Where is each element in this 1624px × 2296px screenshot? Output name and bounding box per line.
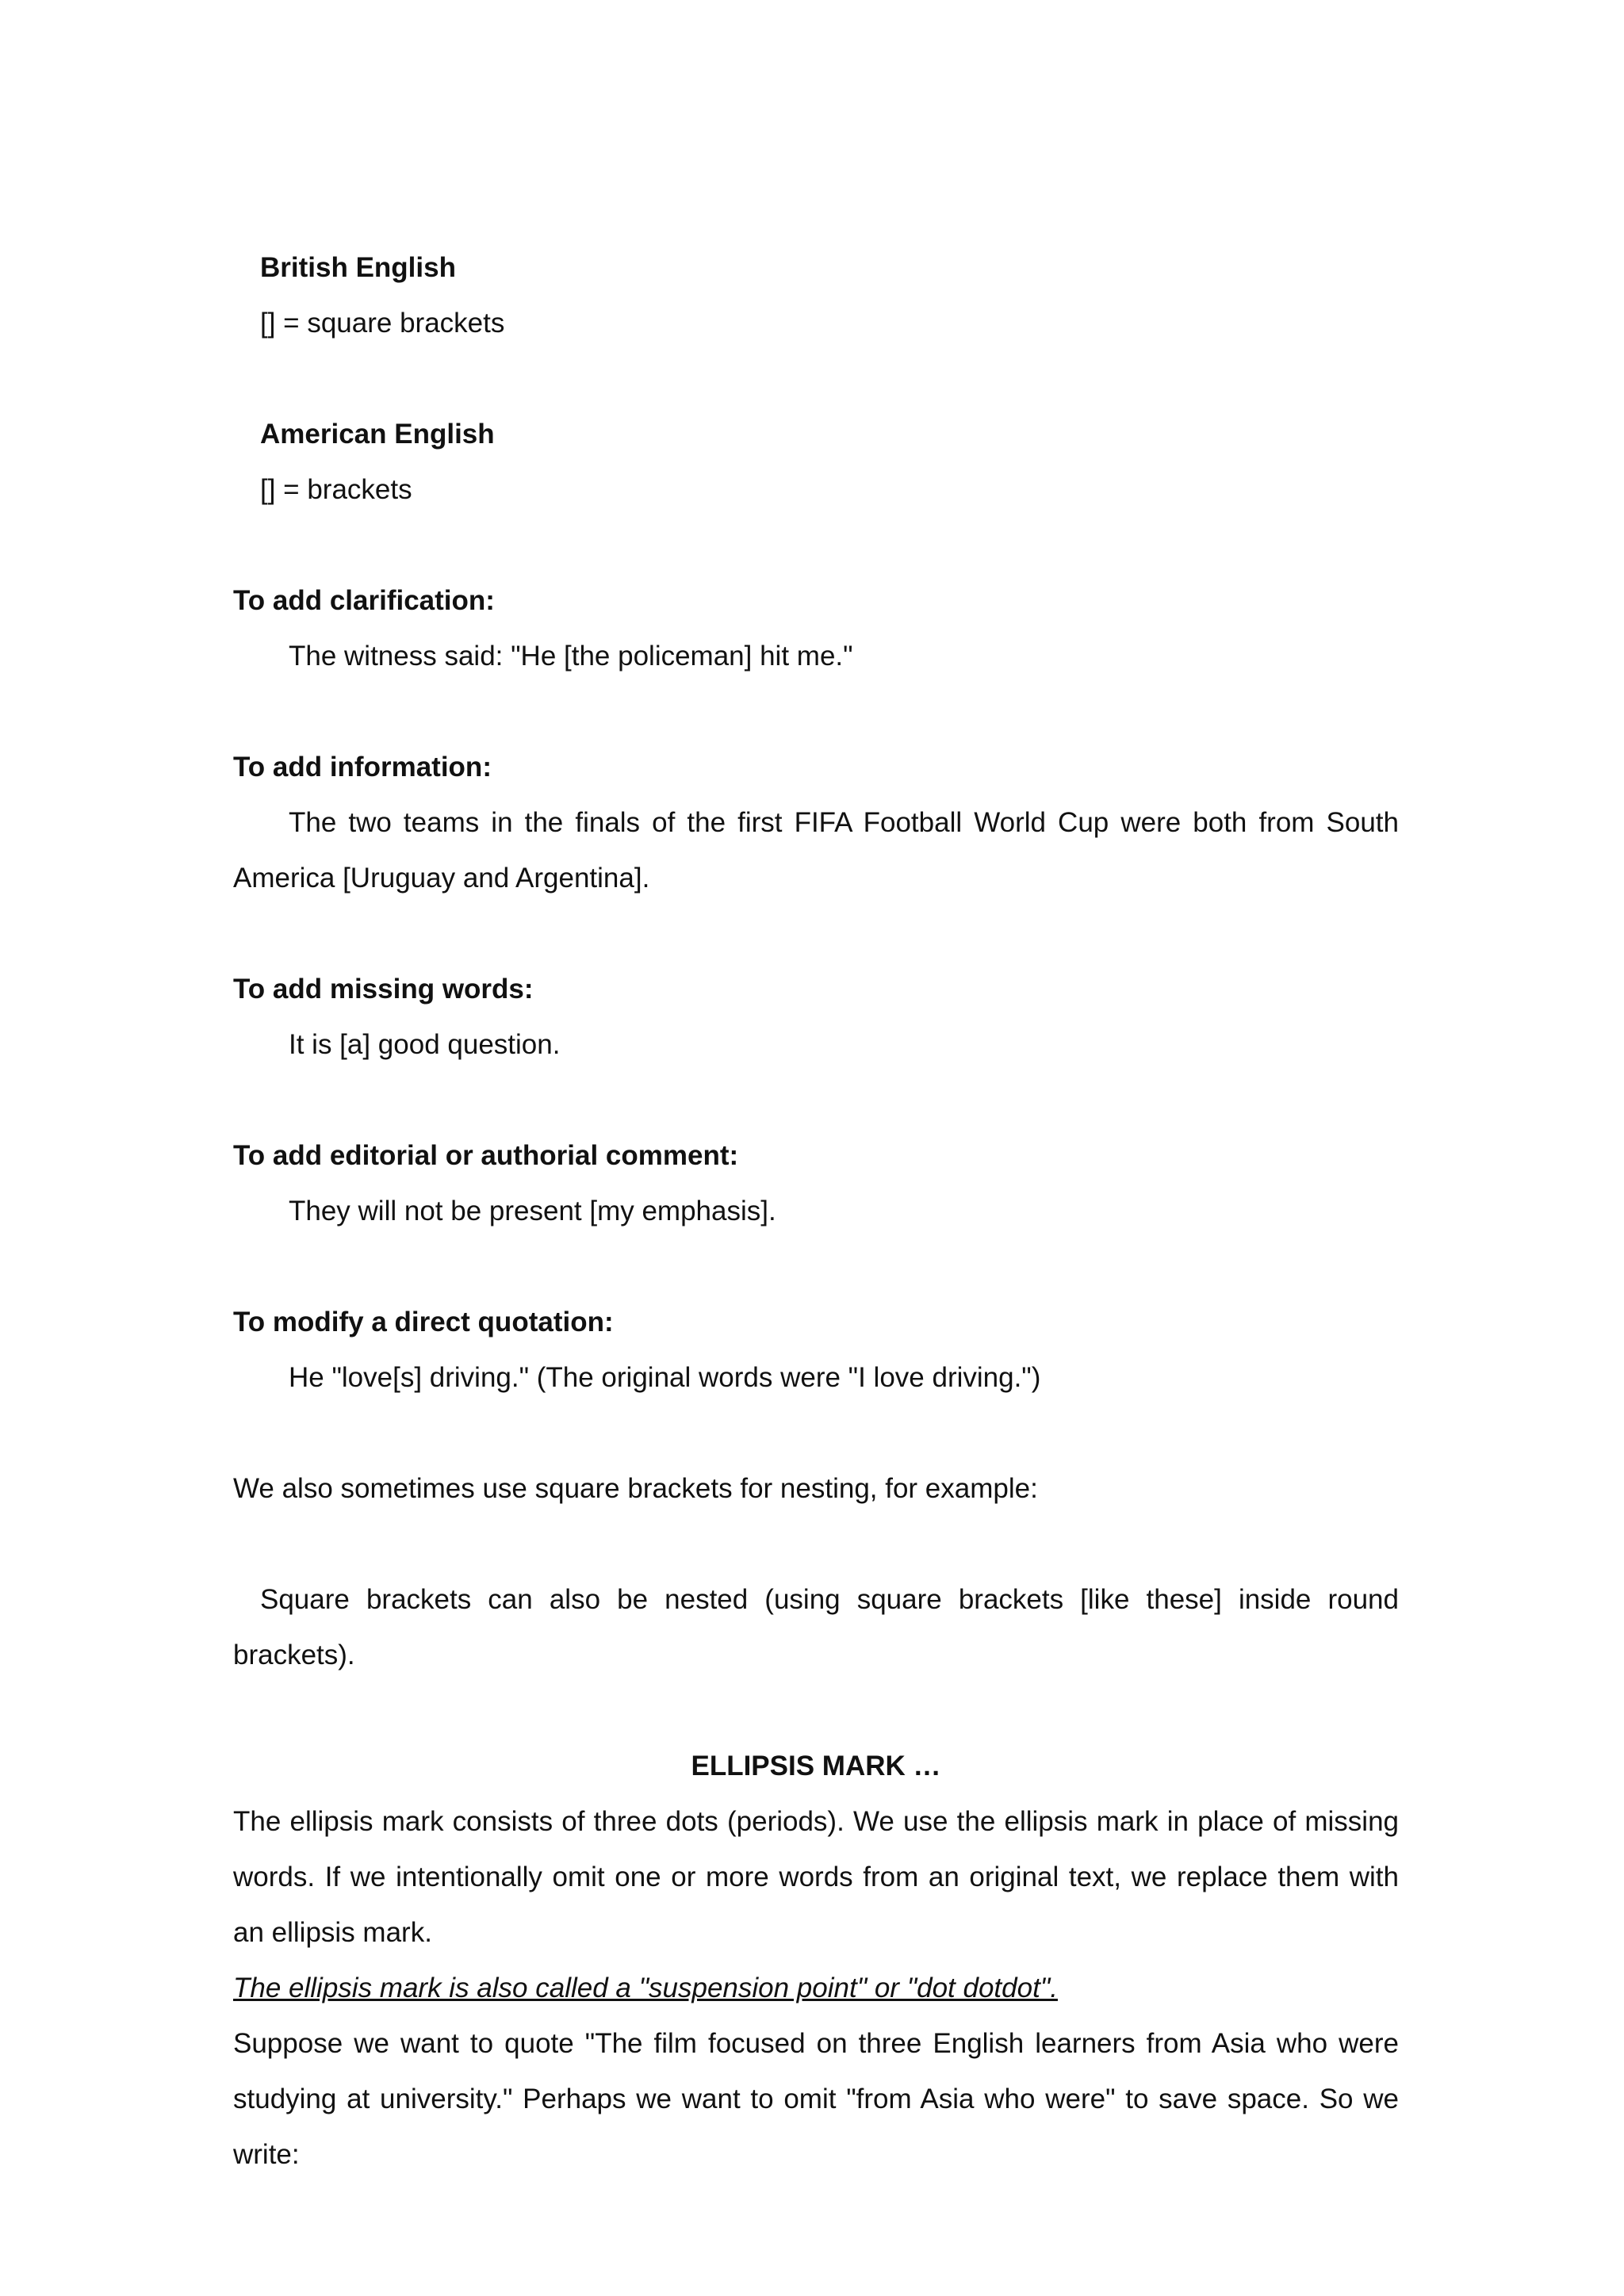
nesting-intro: We also sometimes use square brackets for nesting, for example: [233,1473,1038,1504]
information-example-line1: The two teams in the finals of the first FIFA Football World Cup were both from South [289,807,1399,838]
modify-quotation-heading: To modify a direct quotation: [233,1307,614,1337]
nesting-example-line1: Square brackets can also be nested (using square brackets [like these] inside round [260,1584,1399,1615]
missing-words-example: It is [a] good question. [289,1029,561,1060]
ellipsis-heading: ELLIPSIS MARK … [691,1751,941,1781]
missing-words-heading: To add missing words: [233,974,534,1004]
ellipsis-para1-line1: The ellipsis mark consists of three dots (periods). We use the ellipsis mark in place of missing [233,1806,1399,1837]
nesting-example-line2: brackets). [233,1640,355,1670]
clarification-heading: To add clarification: [233,585,495,616]
american-english-heading: American English [260,419,495,450]
ellipsis-para1-line3: an ellipsis mark. [233,1917,432,1948]
ellipsis-para2-line2: studying at university." Perhaps we want to omit "from Asia who were" to save space. So we [233,2084,1399,2114]
ellipsis-para2-line3: write: [233,2139,300,2170]
editorial-comment-heading: To add editorial or authorial comment: [233,1140,739,1171]
american-english-definition: [] = brackets [260,474,412,505]
ellipsis-note: The ellipsis mark is also called a "suspension point" or "dot dotdot". [233,1973,1058,2003]
information-heading: To add information: [233,752,492,783]
ellipsis-para2-line1: Suppose we want to quote "The film focused on three English learners from Asia who were [233,2028,1399,2059]
british-english-heading: British English [260,252,456,283]
clarification-example: The witness said: "He [the policeman] hit me." [289,641,853,672]
information-example-line2: America [Uruguay and Argentina]. [233,863,650,894]
british-english-definition: [] = square brackets [260,308,505,339]
modify-quotation-example: He "love[s] driving." (The original words were "I love driving.") [289,1362,1041,1393]
ellipsis-para1-line2: words. If we intentionally omit one or more words from an original text, we replace them with [233,1862,1399,1892]
editorial-comment-example: They will not be present [my emphasis]. [289,1196,776,1226]
